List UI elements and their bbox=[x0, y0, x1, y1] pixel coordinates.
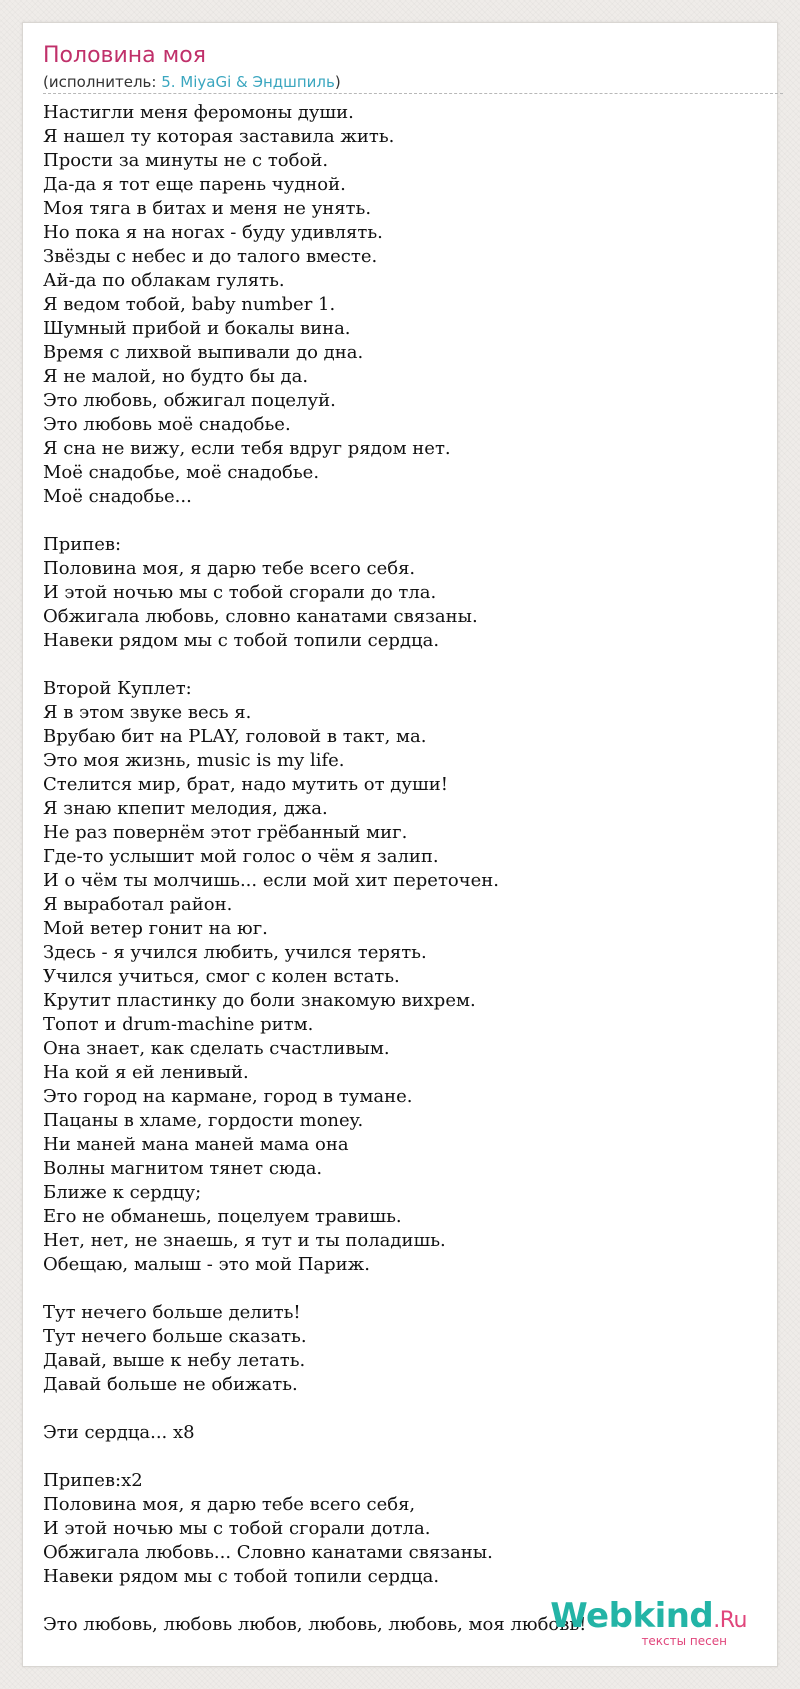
lyric-line: Ближе к сердцу; bbox=[43, 1182, 202, 1203]
lyric-stanza bbox=[43, 101, 763, 509]
lyric-line: Давай больше не обижать. bbox=[43, 1374, 298, 1395]
lyric-line: Я нашел ту которая заставила жить. bbox=[43, 126, 395, 147]
lyric-line: Время с лихвой выпивали до дна. bbox=[43, 342, 364, 363]
lyric-stanza bbox=[43, 677, 763, 1277]
lyric-line: Да-да я тот еще парень чудной. bbox=[43, 174, 346, 195]
lyric-line: Это город на кармане, город в тумане. bbox=[43, 1086, 413, 1107]
logo-tagline: тексты песен bbox=[641, 1634, 727, 1648]
lyric-line: Эти сердца... x8 bbox=[43, 1422, 195, 1443]
lyric-line: Я выработал район. bbox=[43, 894, 233, 915]
lyric-line: Врубаю бит на PLAY, головой в такт, ма. bbox=[43, 726, 427, 747]
lyric-line: И этой ночью мы с тобой сгорали до тла. bbox=[43, 582, 437, 603]
lyric-line: Ни маней мана маней мама она bbox=[43, 1134, 349, 1155]
lyric-line: Навеки рядом мы с тобой топили сердца. bbox=[43, 630, 440, 651]
artist-suffix: ) bbox=[334, 73, 341, 91]
lyric-line: Давай, выше к небу летать. bbox=[43, 1350, 306, 1371]
lyric-line: Моя тяга в битах и меня не унять. bbox=[43, 198, 372, 219]
lyric-line: Припев:x2 bbox=[43, 1470, 143, 1491]
lyric-line: Половина моя, я дарю тебе всего себя, bbox=[43, 1494, 416, 1515]
lyric-line: Это любовь, обжигал поцелуй. bbox=[43, 390, 336, 411]
lyric-line: Обещаю, малыш - это мой Париж. bbox=[43, 1254, 370, 1275]
lyric-line: Настигли меня феромоны души. bbox=[43, 102, 354, 123]
lyric-line: Шумный прибой и бокалы вина. bbox=[43, 318, 351, 339]
lyric-line: Где-то услышит мой голос о чём я залип. bbox=[43, 846, 439, 867]
lyric-line: Моё снадобье, моё снадобье. bbox=[43, 462, 320, 483]
lyric-line: Ай-да по облакам гулять. bbox=[43, 270, 285, 291]
lyric-line: Обжигала любовь, словно канатами связаны. bbox=[43, 606, 478, 627]
logo-wordmark bbox=[550, 1596, 747, 1638]
lyric-line: Я знаю кпепит мелодия, джа. bbox=[43, 798, 328, 819]
logo-name: Webkind bbox=[550, 1596, 714, 1636]
artist-link[interactable]: 5. MiyaGi & Эндшпиль bbox=[161, 73, 335, 91]
lyric-line: Навеки рядом мы с тобой топили сердца. bbox=[43, 1566, 440, 1587]
lyric-line: Это любовь моё снадобье. bbox=[43, 414, 291, 435]
lyric-line: Крутит пластинку до боли знакомую вихрем. bbox=[43, 990, 476, 1011]
lyric-line: Это моя жизнь, music is my life. bbox=[43, 750, 345, 771]
lyric-line: Но пока я на ногах - буду удивлять. bbox=[43, 222, 383, 243]
logo-domain: .Ru bbox=[713, 1608, 747, 1633]
lyric-line: Обжигала любовь... Словно канатами связаны. bbox=[43, 1542, 493, 1563]
lyric-line: Топот и drum-machine ритм. bbox=[43, 1014, 314, 1035]
lyric-line: Я в этом звуке весь я. bbox=[43, 702, 252, 723]
lyric-line: И этой ночью мы с тобой сгорали дотла. bbox=[43, 1518, 431, 1539]
lyric-line: Тут нечего больше сказать. bbox=[43, 1326, 307, 1347]
lyric-line: Волны магнитом тянет сюда. bbox=[43, 1158, 323, 1179]
lyric-line: Я ведом тобой, baby number 1. bbox=[43, 294, 336, 315]
lyric-stanza bbox=[43, 1421, 763, 1445]
lyric-line: Звёзды с небес и до талого вместе. bbox=[43, 246, 378, 267]
lyric-line: Припев: bbox=[43, 534, 122, 555]
lyric-line: На кой я ей ленивый. bbox=[43, 1062, 249, 1083]
lyric-line: Здесь - я учился любить, учился терять. bbox=[43, 942, 427, 963]
site-logo[interactable] bbox=[550, 1596, 747, 1648]
lyric-line: Прости за минуты не с тобой. bbox=[43, 150, 329, 171]
lyric-line: Нет, нет, не знаешь, я тут и ты поладишь. bbox=[43, 1230, 446, 1251]
lyric-stanza bbox=[43, 1301, 763, 1397]
lyrics-card bbox=[22, 22, 778, 1667]
artist-prefix: (исполнитель: bbox=[43, 73, 162, 91]
lyric-stanza bbox=[43, 533, 763, 653]
lyric-line: Не раз повернём этот грёбанный миг. bbox=[43, 822, 408, 843]
lyric-line: И о чём ты молчишь... если мой хит переточен. bbox=[43, 870, 500, 891]
lyric-line: Пацаны в хламе, гордости money. bbox=[43, 1110, 364, 1131]
lyric-line: Учился учиться, смог с колен встать. bbox=[43, 966, 400, 987]
lyric-line: Мой ветер гонит на юг. bbox=[43, 918, 268, 939]
lyric-line: Я сна не вижу, если тебя вдруг рядом нет. bbox=[43, 438, 451, 459]
lyric-stanza bbox=[43, 1469, 763, 1589]
title-divider bbox=[43, 93, 783, 94]
artist-line bbox=[43, 73, 341, 91]
lyric-line: Половина моя, я дарю тебе всего себя. bbox=[43, 558, 416, 579]
lyric-line: Это любовь, любовь любов, любовь, любовь, моя любовь! bbox=[43, 1614, 587, 1635]
lyric-line: Второй Куплет: bbox=[43, 678, 192, 699]
lyric-line: Стелится мир, брат, надо мутить от души! bbox=[43, 774, 448, 795]
lyric-line: Она знает, как сделать счастливым. bbox=[43, 1038, 390, 1059]
lyric-line: Я не малой, но будто бы да. bbox=[43, 366, 309, 387]
lyric-line: Моё снадобье... bbox=[43, 486, 192, 507]
lyric-line: Тут нечего больше делить! bbox=[43, 1302, 301, 1323]
lyric-line: Его не обманешь, поцелуем травишь. bbox=[43, 1206, 402, 1227]
lyrics-body bbox=[43, 101, 763, 1661]
song-title: Половина моя bbox=[43, 43, 206, 68]
